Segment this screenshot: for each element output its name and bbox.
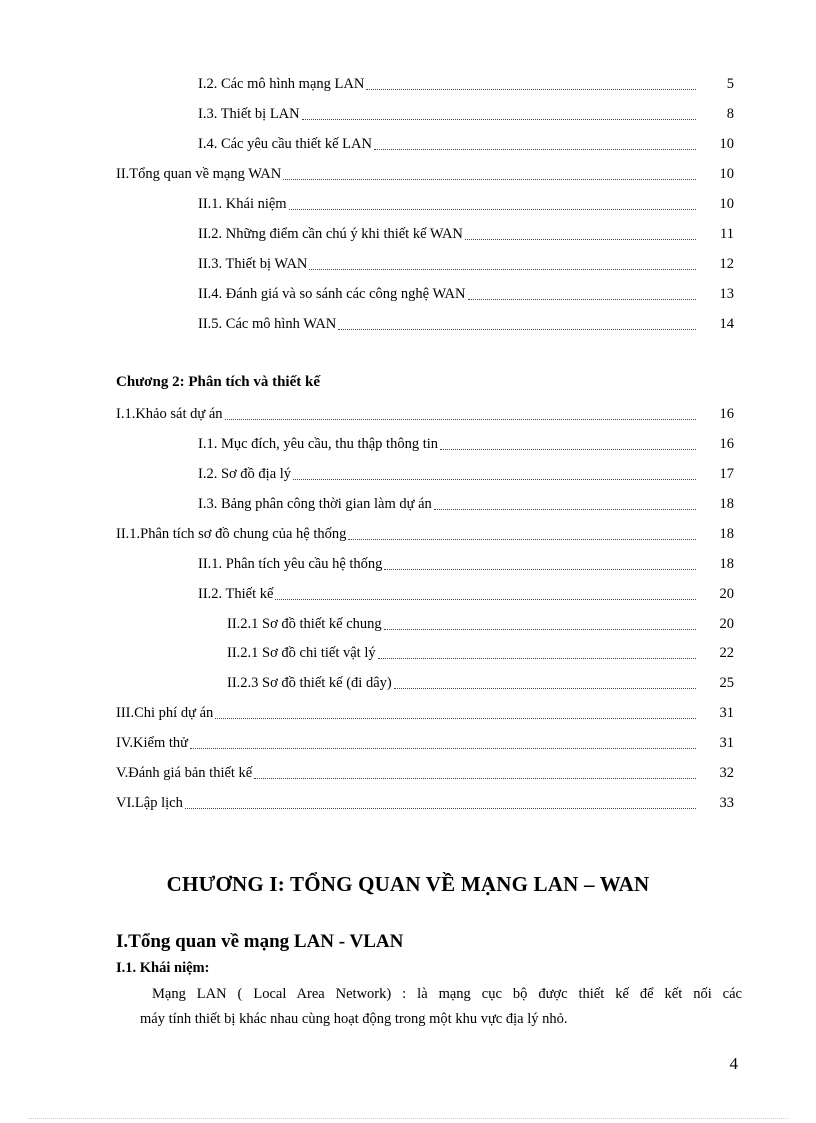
- toc-leader-dots: [440, 448, 696, 450]
- toc-leader-dots: [384, 628, 696, 630]
- toc-leader-dots: [468, 298, 697, 300]
- toc-entry[interactable]: [116, 733, 698, 753]
- toc-entry[interactable]: [198, 254, 698, 274]
- toc-entry-label: II.1. Khái niệm: [198, 196, 287, 212]
- toc-leader-dots: [348, 538, 696, 540]
- toc-leader-dots: [275, 598, 696, 600]
- toc-leader-dots: [366, 88, 696, 90]
- toc-entry[interactable]: [198, 494, 698, 514]
- toc-entry-label: III.Chi phí dự án: [116, 705, 214, 721]
- toc-leader-dots: [394, 687, 696, 689]
- toc-leader-dots: [283, 178, 696, 180]
- toc-entry-page: 16: [719, 406, 734, 422]
- toc-entry[interactable]: [198, 134, 698, 154]
- toc-leader-dots: [465, 238, 696, 240]
- toc-entry[interactable]: [227, 673, 698, 693]
- toc-entry-page: 33: [719, 795, 734, 811]
- toc-entry[interactable]: [116, 703, 698, 723]
- body-paragraph: [116, 982, 742, 1032]
- toc-entry-page: 10: [719, 166, 734, 182]
- toc-entry-page: 31: [719, 735, 734, 751]
- toc-entry[interactable]: [116, 793, 698, 813]
- toc-entry-page: 18: [719, 496, 734, 512]
- toc-entry[interactable]: [227, 614, 698, 634]
- toc-entry[interactable]: [198, 104, 698, 124]
- toc-entry[interactable]: [198, 284, 698, 304]
- toc-chapter-heading[interactable]: Chương 2: Phân tích và thiết kế: [116, 374, 320, 390]
- toc-leader-dots: [302, 118, 696, 120]
- toc-entry-label: I.2. Các mô hình mạng LAN: [198, 76, 365, 92]
- toc-entry[interactable]: [198, 434, 698, 454]
- toc-entry-page: 31: [719, 705, 734, 721]
- toc-entry[interactable]: [227, 643, 698, 663]
- toc-entry-label: I.3. Bảng phân công thời gian làm dự án: [198, 496, 432, 512]
- toc-entry-label: I.1.Khảo sát dự án: [116, 406, 223, 422]
- toc-entry-page: 18: [719, 526, 734, 542]
- toc-entry-page: 5: [726, 76, 734, 92]
- toc-leader-dots: [384, 568, 696, 570]
- page-number: 4: [729, 1054, 738, 1073]
- toc-leader-dots: [378, 657, 696, 659]
- footer-divider: [28, 1118, 788, 1119]
- toc-leader-dots: [338, 328, 696, 330]
- toc-entry[interactable]: [198, 554, 698, 574]
- toc-entry-label: V.Đánh giá bản thiết kế: [116, 765, 253, 781]
- toc-entry[interactable]: [116, 524, 698, 544]
- toc-entry-label: II.2. Thiết kế: [198, 586, 274, 602]
- toc-leader-dots: [225, 418, 696, 420]
- toc-entry-label: II.2.3 Sơ đồ thiết kế (đi dây): [227, 675, 392, 691]
- toc-entry-page: 22: [719, 645, 734, 661]
- toc-entry-page: 25: [719, 675, 734, 691]
- toc-entry-label: II.2. Những điểm cần chú ý khi thiết kế WAN: [198, 226, 463, 242]
- toc-entry-label: I.4. Các yêu cầu thiết kế LAN: [198, 136, 372, 152]
- toc-entry[interactable]: [198, 74, 698, 94]
- toc-entry-label: I.1. Mục đích, yêu cầu, thu thập thông tin: [198, 436, 439, 452]
- toc-leader-dots: [254, 777, 696, 779]
- toc-entry[interactable]: [116, 404, 698, 424]
- toc-entry-label: II.1. Phân tích yêu cầu hệ thống: [198, 556, 383, 572]
- toc-entry-page: 10: [719, 136, 734, 152]
- toc-entry-page: 20: [719, 586, 734, 602]
- toc-entry-label: I.3. Thiết bị LAN: [198, 106, 300, 122]
- toc-leader-dots: [293, 478, 696, 480]
- toc-entry-page: 20: [719, 616, 734, 632]
- toc-entry-label: IV.Kiểm thử: [116, 735, 189, 751]
- toc-entry-page: 32: [719, 765, 734, 781]
- toc-entry-label: II.Tổng quan về mạng WAN: [116, 166, 282, 182]
- toc-entry[interactable]: [198, 584, 698, 604]
- paragraph-line: Mạng LAN ( Local Area Network) : là mạng cục bộ được thiết kế để kết nối các: [152, 986, 742, 1002]
- toc-entry-page: 11: [720, 226, 734, 242]
- toc-entry[interactable]: [198, 464, 698, 484]
- toc-leader-dots: [309, 268, 696, 270]
- toc-leader-dots: [289, 208, 696, 210]
- paragraph-line: máy tính thiết bị khác nhau cùng hoạt động trong một khu vực địa lý nhỏ.: [140, 1011, 568, 1027]
- toc-leader-dots: [190, 747, 696, 749]
- toc-entry-page: 18: [719, 556, 734, 572]
- toc-entry-page: 12: [719, 256, 734, 272]
- toc-entry[interactable]: [116, 164, 698, 184]
- toc-entry-label: II.1.Phân tích sơ đồ chung của hệ thống: [116, 526, 347, 542]
- toc-leader-dots: [434, 508, 696, 510]
- toc-entry-page: 16: [719, 436, 734, 452]
- toc-entry-label: II.3. Thiết bị WAN: [198, 256, 308, 272]
- toc-entry-label: II.2.1 Sơ đồ chi tiết vật lý: [227, 645, 376, 661]
- toc-entry-page: 14: [719, 316, 734, 332]
- toc-entry-label: II.4. Đánh giá và so sánh các công nghệ WAN: [198, 286, 466, 302]
- toc-entry[interactable]: [198, 224, 698, 244]
- section-title: I.Tổng quan về mạng LAN - VLAN: [116, 931, 404, 952]
- subsection-title: I.1. Khái niệm:: [116, 960, 210, 976]
- toc-entry-label: I.2. Sơ đồ địa lý: [198, 466, 292, 482]
- toc-entry-page: 13: [719, 286, 734, 302]
- toc-entry-page: 8: [726, 106, 734, 122]
- toc-entry-page: 10: [719, 196, 734, 212]
- toc-entry-page: 17: [719, 466, 734, 482]
- toc-entry-label: VI.Lập lịch: [116, 795, 183, 811]
- toc-leader-dots: [215, 717, 696, 719]
- toc-entry-label: II.5. Các mô hình WAN: [198, 316, 337, 332]
- toc-entry[interactable]: [198, 194, 698, 214]
- toc-leader-dots: [374, 148, 696, 150]
- toc-entry[interactable]: [116, 763, 698, 783]
- toc-entry[interactable]: [198, 314, 698, 334]
- toc-leader-dots: [185, 807, 696, 809]
- toc-entry-label: II.2.1 Sơ đồ thiết kế chung: [227, 616, 382, 632]
- chapter-title: CHƯƠNG I: TỔNG QUAN VỀ MẠNG LAN – WAN: [166, 872, 650, 896]
